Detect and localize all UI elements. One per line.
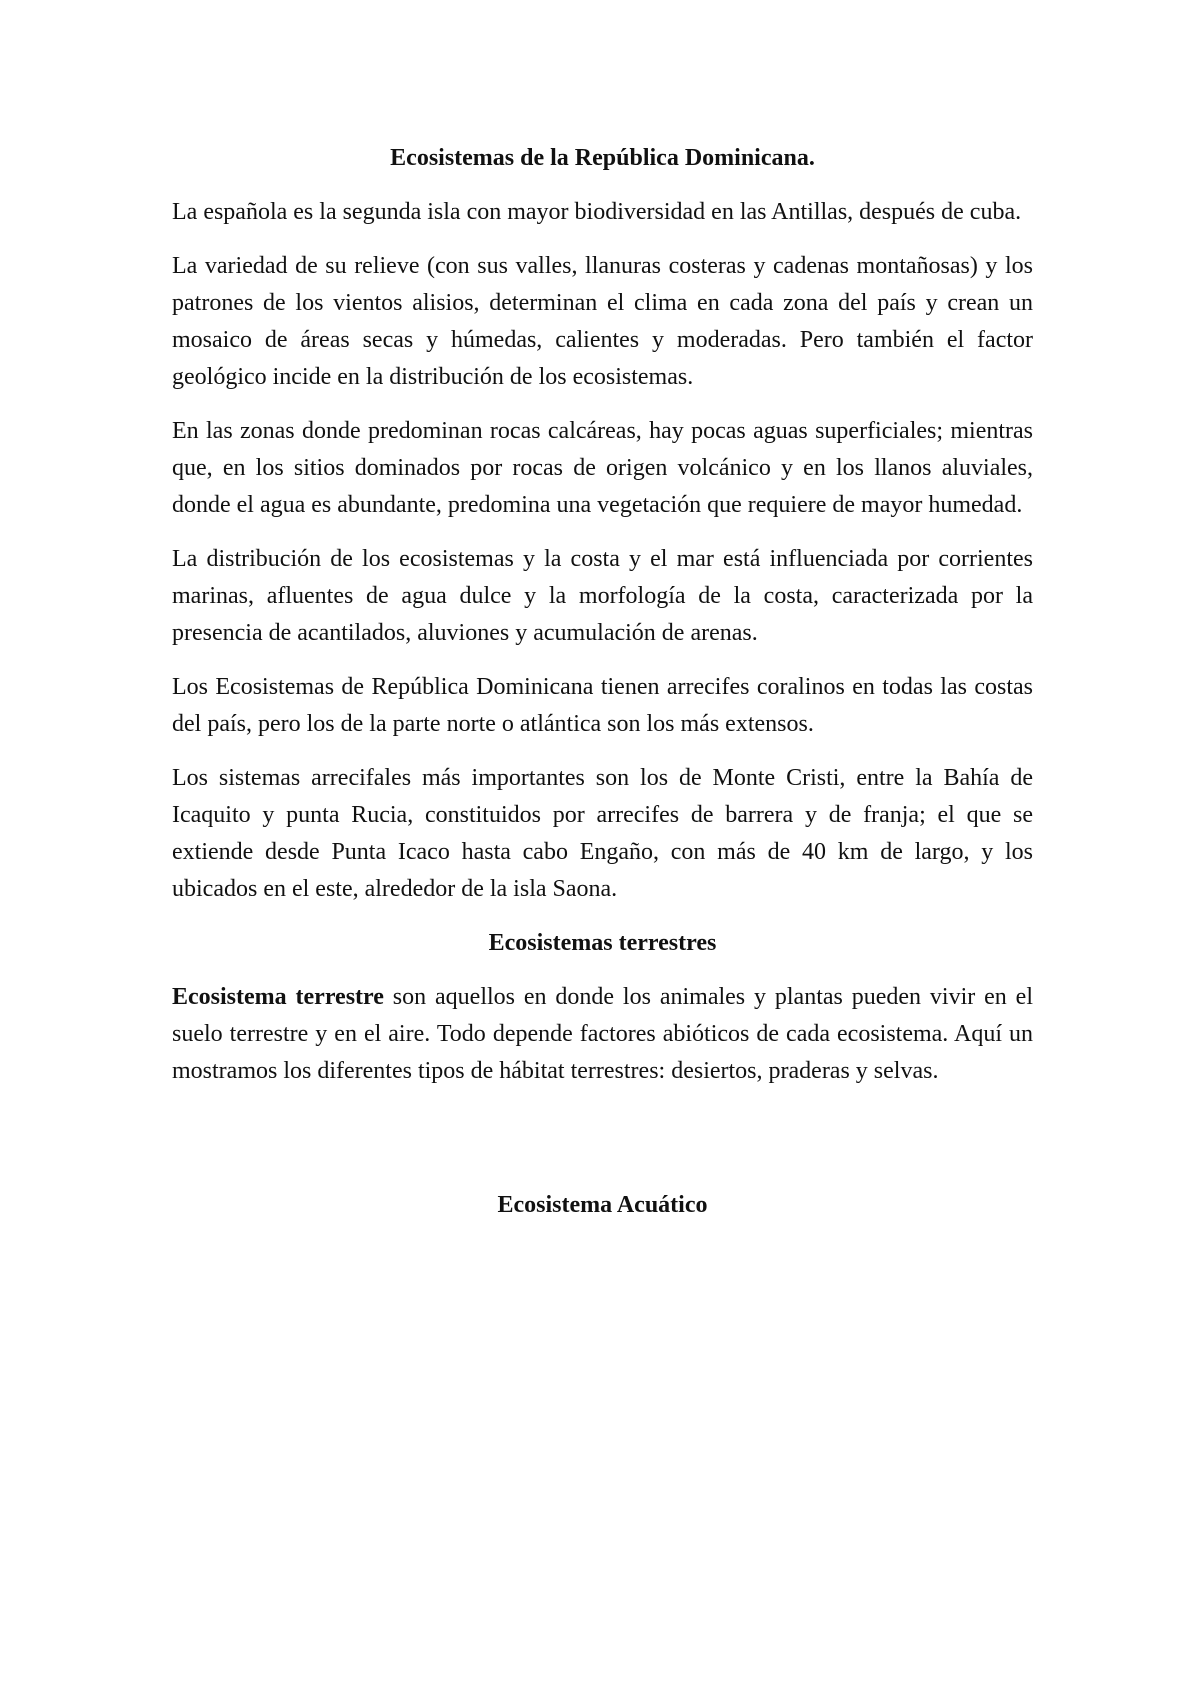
paragraph-biodiversity: La española es la segunda isla con mayor biodiversidad en las Antillas, después de cuba. — [172, 199, 1022, 225]
section-heading-aquatic: Ecosistema Acuático — [497, 1192, 708, 1218]
terrestrial-definition-text: son aquellos en donde los animales y plantas pueden vivir en el suelo terrestre y en el aire. Todo depende factores abióticos de cada ecosistema. Aquí un mostramos los diferentes tipos de hábitat terrestres: desiertos, praderas y selvas. — [172, 984, 1033, 1084]
paragraph-coral-reefs: Los Ecosistemas de República Dominicana tienen arrecifes coralinos en todas las costas del país, pero los de la parte norte o atlántica son los más extensos. — [172, 674, 1033, 737]
paragraph-relief-climate: La variedad de su relieve (con sus valles, llanuras costeras y cadenas montañosas) y los patrones de los vientos alisios, determinan el clima en cada zona del país y crean un mosaico de áreas secas y húmedas, calientes y moderadas. Pero también el factor geológico incide en la distribución de los ecosistemas. — [172, 253, 1033, 390]
document-page — [172, 140, 1033, 1224]
paragraph-reef-systems: Los sistemas arrecifales más importantes son los de Monte Cristi, entre la Bahía de Icaquito y punta Rucia, constituidos por arrecifes de barrera y de franja; el que se extiende desde Punta Icaco hasta cabo Engaño, con más de 40 km de largo, y los ubicados en el este, alrededor de la isla Saona. — [172, 765, 1033, 902]
paragraph-rocks-water: En las zonas donde predominan rocas calcáreas, hay pocas aguas superficiales; mientras que, en los sitios dominados por rocas de origen volcánico y en los llanos aluviales, donde el agua es abundante, predomina una vegetación que requiere de mayor humedad. — [172, 418, 1033, 518]
section-heading-terrestrial: Ecosistemas terrestres — [488, 930, 717, 956]
paragraph-terrestrial-definition — [172, 979, 1033, 1090]
document-title: Ecosistemas de la República Dominicana. — [390, 145, 815, 171]
paragraph-coast-distribution: La distribución de los ecosistemas y la costa y el mar está influenciada por corrientes marinas, afluentes de agua dulce y la morfología de la costa, caracterizada por la presencia de acantilados, aluviones y acumulación de arenas. — [172, 546, 1033, 646]
term-terrestrial-ecosystem: Ecosistema terrestre — [172, 984, 384, 1010]
